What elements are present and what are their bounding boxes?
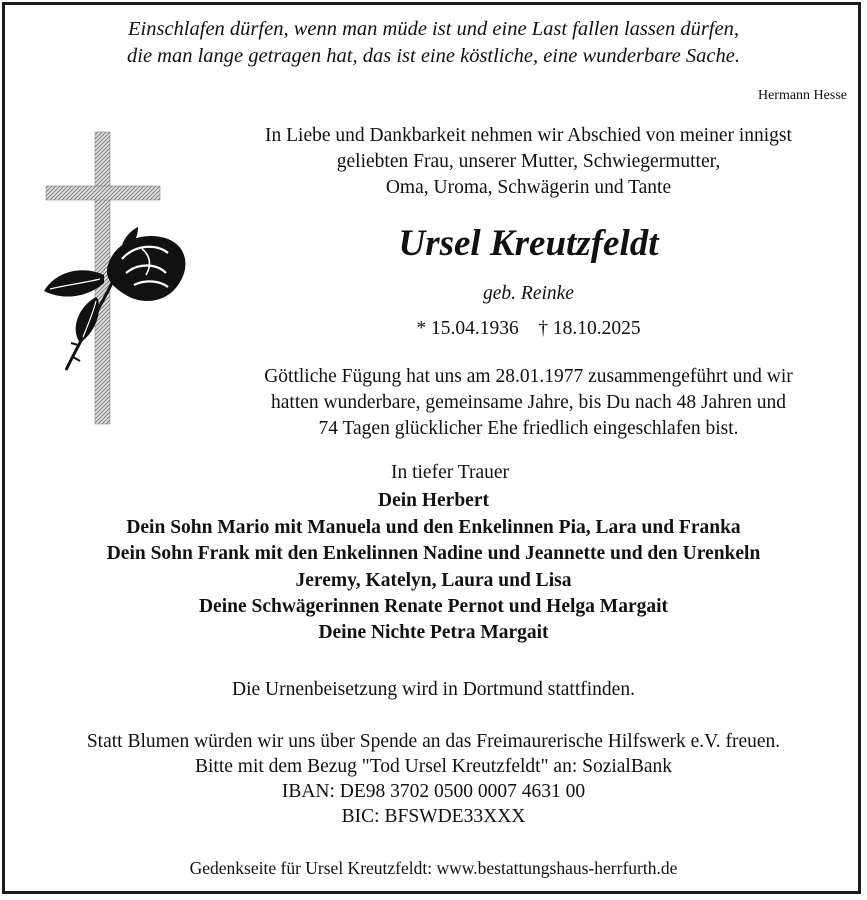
burial-info: Die Urnenbeisetzung wird in Dortmund stattfinden.	[232, 679, 635, 700]
mourner-line-1: Dein Herbert	[377, 490, 489, 511]
quote-author: Hermann Hesse	[757, 88, 847, 103]
life-dates: * 15.04.1936 † 18.10.2025	[416, 318, 641, 339]
mourner-line-4: Jeremy, Katelyn, Laura und Lisa	[295, 570, 572, 591]
donation-iban: IBAN: DE98 3702 0500 0007 4631 00	[281, 781, 586, 802]
donation-bic: BIC: BFSWDE33XXX	[341, 806, 526, 827]
tribute-line-3: 74 Tagen glücklicher Ehe friedlich eingeschlafen bist.	[318, 418, 739, 439]
mourner-line-5: Deine Schwägerinnen Renate Pernot und Helga Margait	[198, 596, 669, 617]
memorial-link: Gedenkseite für Ursel Kreutzfeldt: www.bestattungshaus-herrfurth.de	[189, 858, 678, 878]
tribute-line-1: Göttliche Fügung hat uns am 28.01.1977 zusammengeführt und wir	[264, 366, 793, 387]
donation-line-2: Bitte mit dem Bezug "Tod Ursel Kreutzfeldt" an: SozialBank	[194, 756, 673, 777]
mourners-heading: In tiefer Trauer	[390, 462, 510, 483]
intro-line-2: geliebten Frau, unserer Mutter, Schwiegermutter,	[336, 151, 721, 172]
intro-line-1: In Liebe und Dankbarkeit nehmen wir Abschied von meiner innigst	[265, 125, 792, 146]
intro-line-3: Oma, Uroma, Schwägerin und Tante	[385, 177, 672, 198]
donation-line-1: Statt Blumen würden wir uns über Spende an das Freimaurerische Hilfswerk e.V. freuen.	[86, 731, 781, 752]
deceased-name: Ursel Kreutzfeldt	[398, 223, 659, 264]
mourner-line-3: Dein Sohn Frank mit den Enkelinnen Nadine und Jeannette und den Urenkeln	[106, 543, 761, 564]
mourner-line-2: Dein Sohn Mario mit Manuela und den Enkelinnen Pia, Lara und Franka	[126, 517, 741, 538]
tribute-line-2: hatten wunderbare, gemeinsame Jahre, bis Du nach 48 Jahren und	[271, 392, 786, 413]
mourner-line-6: Deine Nichte Petra Margait	[318, 622, 549, 643]
quote-line-2: die man lange getragen hat, das ist eine köstliche, eine wunderbare Sache.	[127, 45, 740, 67]
birth-name: geb. Reinke	[483, 283, 574, 304]
quote-line-1: Einschlafen dürfen, wenn man müde ist und eine Last fallen lassen dürfen,	[128, 18, 739, 40]
rose-icon	[38, 225, 198, 385]
